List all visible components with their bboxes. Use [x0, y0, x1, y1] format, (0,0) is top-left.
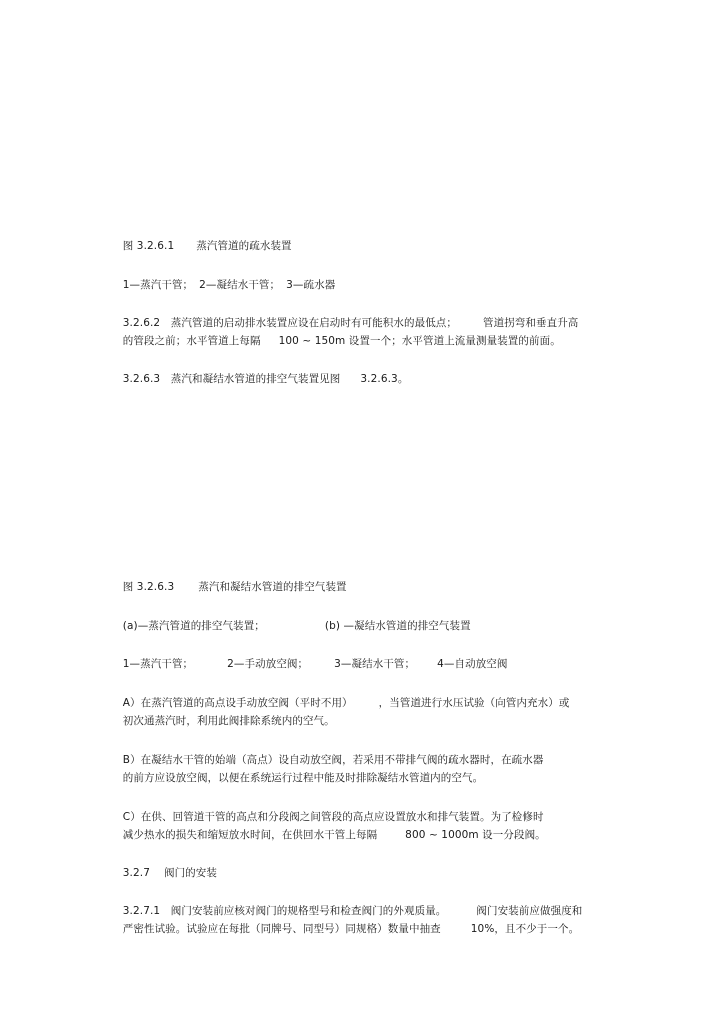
section-heading-3-2-7	[109, 852, 217, 894]
text-segment: 3.2.6.3。	[360, 373, 409, 385]
legend-item: 4—自动放空阀	[437, 658, 508, 670]
paragraph-c-line-2	[109, 814, 546, 856]
paragraph-3-2-7-1-line-2	[109, 908, 579, 950]
figure-title: 蒸汽管道的疏水装置	[196, 240, 292, 252]
text-segment: 阀门安装前应做强度和	[476, 905, 583, 917]
figure-label: 图 3.2.6.3	[122, 581, 175, 593]
text-segment: 3.2.6.3 蒸汽和凝结水管道的排空气装置见图	[122, 373, 341, 385]
text-segment: 的前方应设放空阀，以便在系统运行过程中能及时排除凝结水管道内的空气。	[122, 772, 484, 784]
text-segment: 3.2.6.2 蒸汽管道的启动排水装置应设在启动时有可能积水的最低点；	[122, 317, 457, 329]
paragraph-a-line-2	[109, 700, 335, 742]
text-segment: 100 ~ 150m 设置一个；水平管道上流量测量装置的前面。	[278, 335, 561, 347]
legend-item: 3—凝结水干管；	[334, 658, 416, 670]
text-segment: 3.2.7.1 阀门安装前应核对阀门的规格型号和检查阀门的外观质量。	[122, 905, 447, 917]
paragraph-3-2-6-2-line-2	[109, 320, 561, 362]
figure-label: 图 3.2.6.1	[122, 240, 175, 252]
section-title: 阀门的安装	[163, 867, 217, 879]
figure-caption-3-2-6-3	[109, 566, 347, 608]
figure-3-2-6-1-area	[109, 40, 609, 215]
text-segment: ，当管道进行水压试验（向管内充水）或	[378, 697, 570, 709]
legend-item: 2—凝结水干管；	[199, 279, 281, 291]
text-segment: 管道拐弯和垂直升高	[483, 317, 579, 329]
figure-legend-3-2-6-3	[109, 643, 508, 685]
text-segment: 减少热水的损失和缩短放水时间，在供回水干管上每隔	[122, 829, 378, 841]
figure-title: 蒸汽和凝结水管道的排空气装置	[198, 581, 347, 593]
figure-caption-3-2-6-1	[109, 225, 292, 267]
legend-item: 2—手动放空阀；	[227, 658, 309, 670]
text-segment: 严密性试验。试验应在每批（同牌号、同型号）同规格）数量中抽查	[122, 923, 441, 935]
text-segment: A）在蒸汽管道的高点设手动放空阀（平时不用）	[122, 697, 353, 709]
paragraph-b-line-2	[109, 757, 483, 799]
text-segment: 10%，且不少于一个。	[470, 923, 580, 935]
legend-item: 1—蒸汽干管；	[122, 658, 194, 670]
legend-item: 1—蒸汽干管；	[122, 279, 194, 291]
figure-legend-3-2-6-1	[109, 264, 335, 306]
section-number: 3.2.7	[122, 867, 150, 879]
text-segment: 800 ~ 1000m 设一分段阀。	[405, 829, 546, 841]
text-segment: 初次通蒸汽时，利用此阀排除系统内的空气。	[122, 715, 335, 727]
figure-3-2-6-3-area	[109, 378, 609, 558]
legend-item: 3—疏水器	[286, 279, 336, 291]
figure-subcaptions-3-2-6-3	[109, 605, 471, 647]
subcaption-a: (a)—蒸汽管道的排空气装置；	[122, 620, 265, 632]
text-segment: B）在凝结水干管的始端（高点）设自动放空阀，若采用不带排气阀的疏水器时，在疏水器	[122, 754, 544, 766]
text-segment: C）在供、回管道干管的高点和分段阀之间管段的高点应设置放水和排气装置。为了检修时	[122, 811, 544, 823]
subcaption-b: (b) —凝结水管道的排空气装置	[324, 620, 471, 632]
text-segment: 的管段之前；水平管道上每隔	[122, 335, 261, 347]
